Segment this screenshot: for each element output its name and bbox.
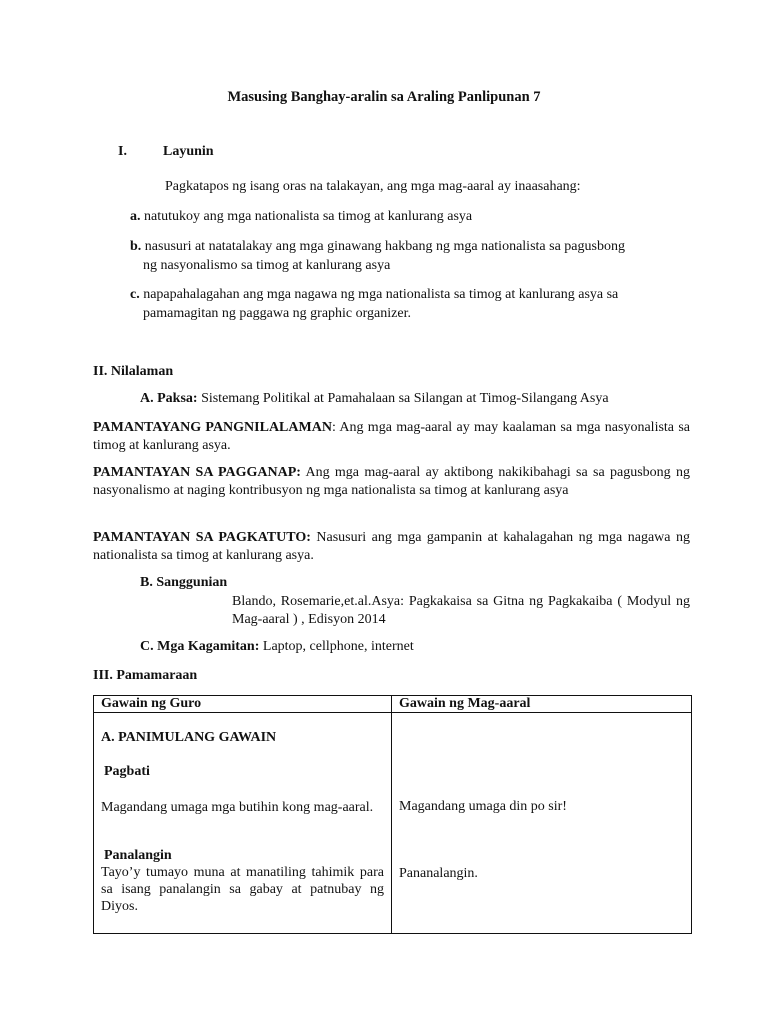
pagbati-label: Pagbati [104,764,150,779]
section-1-heading: Layunin [163,144,214,159]
standard-text: Ang mga mag-aaral ay aktibong nakikibahagi sa sa pagusbong ng nasyonalismo at naging kontribusyon ng mga nationalista sa timog at kanlurang asya [93,465,690,498]
objective-letter: a. [130,209,141,224]
objective-text-continued: ng nasyonalismo sa timog at kanlurang asya [143,258,391,273]
objective-b [130,237,690,275]
standard-label: PAMANTAYAN SA PAGGANAP: [93,465,301,480]
objective-c [130,285,690,323]
standard-sep: : [331,420,336,435]
standard-label: PAMANTAYANG PANGNILALAMAN [93,420,332,435]
student-column-header: Gawain ng Mag-aaral [392,696,692,713]
objectives-intro: Pagkatapos ng isang oras na talakayan, ang mga mag-aaral ay inaasahang: [165,179,581,194]
paksa-line [140,391,609,407]
teacher-prayer: Tayo’y tumayo muna at manatiling tahimik para sa isang panalangin sa gabay at patnubay ng Diyos. [101,865,384,914]
document-title: Masusing Banghay-aralin sa Araling Panlipunan 7 [227,89,541,105]
objective-text: natutukoy ang mga nationalista sa timog at kanlurang asya [144,209,473,224]
objective-letter: b. [130,239,142,254]
table-row [94,713,692,934]
objective-text: napapahalagahan ang mga nagawa ng mga nationalista sa timog at kanlurang asya sa [143,287,619,302]
section-3-heading: III. Pamamaraan [93,668,198,683]
kagamitan-label: C. Mga Kagamitan: [140,639,260,654]
standard-text: Nasusuri ang mga gampanin at kahalagahan ng mga nagawa ng nationalista sa timog at kanlurang asya. [93,530,690,563]
sanggunian-reference: Blando, Rosemarie,et.al.Asya: Pagkakaisa sa Gitna ng Pagkakaiba ( Modyul ng Mag-aaral ) , Edisyon 2014 [232,594,690,627]
section-2-heading: II. Nilalaman [93,364,174,379]
kagamitan-line [140,639,414,655]
objective-a [130,207,690,226]
paksa-label: A. Paksa: [140,391,198,406]
objective-text-continued: pamamagitan ng paggawa ng graphic organizer. [143,306,411,321]
paksa-text: Sistemang Politikal at Pamahalaan sa Silangan at Timog-Silangang Asya [201,391,609,406]
standard-content [93,419,690,455]
teacher-cell [94,713,392,934]
objective-letter: c. [130,287,140,302]
student-cell [392,713,692,934]
standard-performance [93,464,690,500]
student-prayer-reply: Pananalangin. [399,866,478,881]
standard-text: Ang mga mag-aaral ay may kaalaman sa mga nasyonalista sa timog at kanlurang asya. [93,420,690,453]
standard-learning [93,529,690,565]
student-greeting-reply: Magandang umaga din po sir! [399,799,567,814]
table-header-row [94,696,692,713]
teacher-column-header: Gawain ng Guro [94,696,392,713]
procedure-table [93,695,692,934]
kagamitan-text: Laptop, cellphone, internet [259,639,414,654]
objective-text: nasusuri at natatalakay ang mga ginawang hakbang ng mga nationalista sa pagusbong [144,239,625,254]
panalangin-label: Panalangin [104,848,172,863]
section-1-number: I. [118,144,127,159]
panimula-subheading: A. PANIMULANG GAWAIN [101,730,277,745]
sanggunian-label: B. Sanggunian [140,575,228,590]
standard-label: PAMANTAYAN SA PAGKATUTO: [93,530,311,545]
teacher-greeting: Magandang umaga mga butihin kong mag-aaral. [101,800,374,815]
